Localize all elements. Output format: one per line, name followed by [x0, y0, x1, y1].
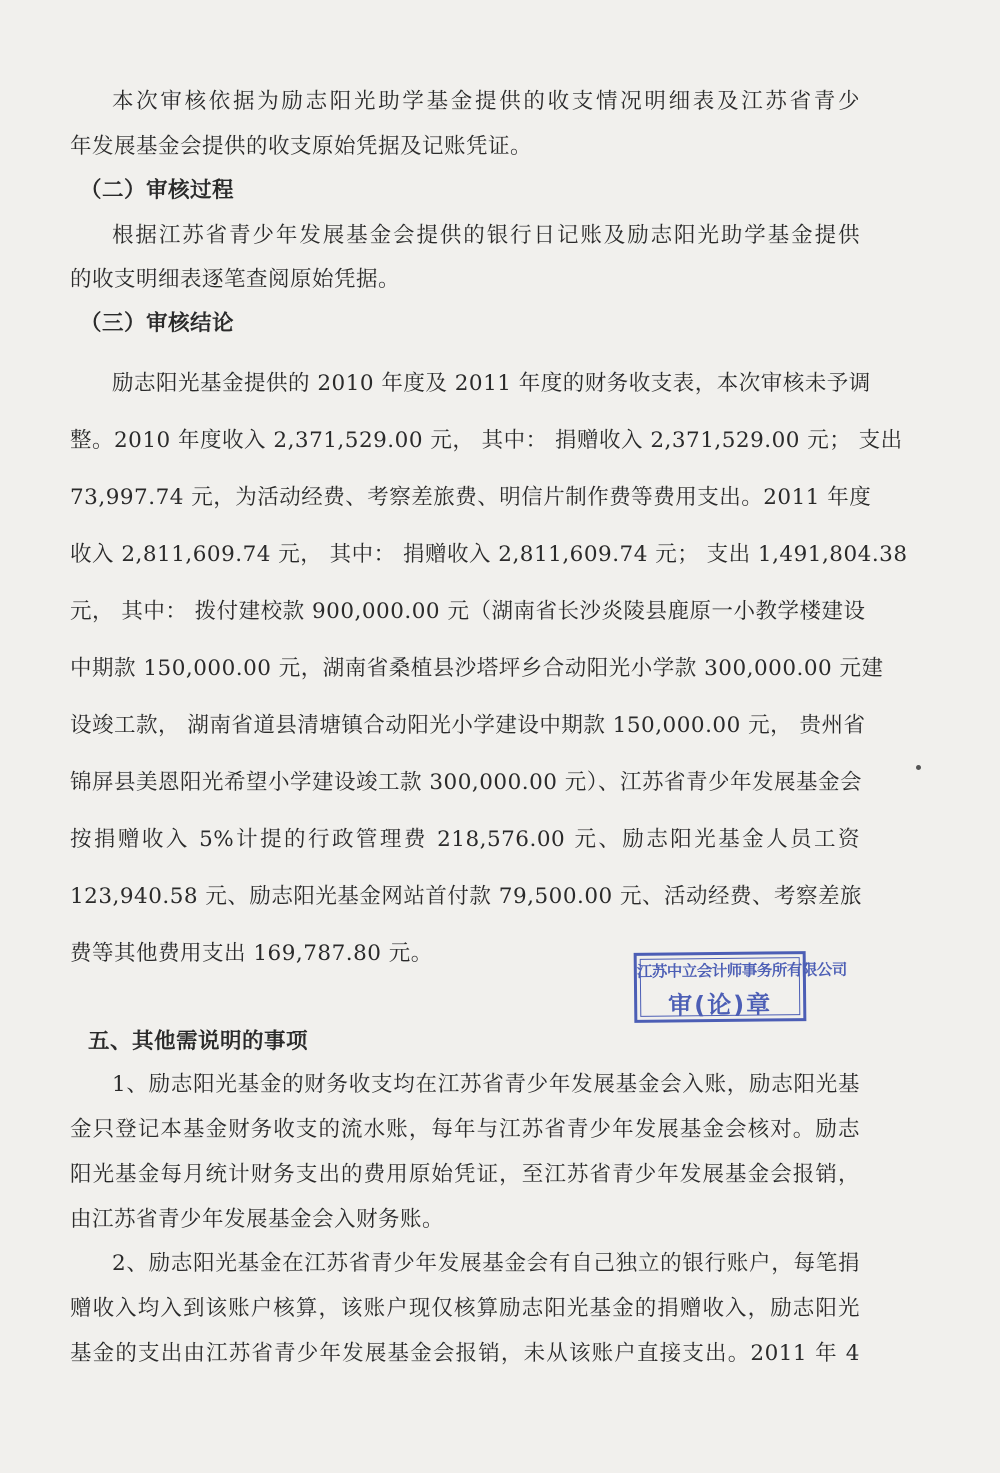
paragraph-line: 设竣工款， 湖南省道县清塘镇合动阳光小学建设中期款 150,000.00 元， 贵州省 — [70, 713, 866, 738]
paragraph-line: 费等其他费用支出 169,787.80 元。 — [70, 941, 433, 966]
paragraph-line: 阳光基金每月统计财务支出的费用原始凭证，至江苏省青少年发展基金会报销， — [70, 1162, 860, 1187]
audit-seal-stamp — [634, 951, 847, 1023]
paragraph-line: 由江苏省青少年发展基金会入财务账。 — [70, 1207, 445, 1232]
paragraph-line: 收入 2,811,609.74 元， 其中： 捐赠收入 2,811,609.74 元； 支出 1,491,804.38 — [70, 542, 908, 567]
paragraph-line: 根据江苏省青少年发展基金会提供的银行日记账及励志阳光助学基金提供 — [112, 223, 860, 248]
scan-speck — [916, 765, 921, 770]
paragraph-line: 元， 其中： 拨付建校款 900,000.00 元（湖南省长沙炎陵县鹿原一小教学楼建设 — [70, 599, 866, 624]
paragraph-line: 123,940.58 元、励志阳光基金网站首付款 79,500.00 元、活动经费、考察差旅 — [70, 884, 863, 909]
paragraph-line: 励志阳光基金提供的 2010 年度及 2011 年度的财务收支表，本次审核未予调 — [112, 371, 871, 396]
paragraph-line: 整。2010 年度收入 2,371,529.00 元， 其中： 捐赠收入 2,371,529.00 元； 支出 — [70, 428, 903, 453]
paragraph-line: 1、励志阳光基金的财务收支均在江苏省青少年发展基金会入账，励志阳光基 — [112, 1072, 860, 1097]
section-heading-other-matters: 五、其他需说明的事项 — [88, 1029, 309, 1054]
section-heading-review-process: （二）审核过程 — [80, 178, 235, 203]
stamp-company-name: 江苏中立会计师事务所有限公司 — [636, 960, 847, 981]
section-heading-review-conclusion: （三）审核结论 — [80, 311, 235, 336]
paragraph-line: 2、励志阳光基金在江苏省青少年发展基金会有自己独立的银行账户，每笔捐 — [112, 1251, 860, 1276]
paragraph-line: 的收支明细表逐笔查阅原始凭据。 — [70, 267, 401, 292]
paragraph-line: 金只登记本基金财务收支的流水账，每年与江苏省青少年发展基金会核对。励志 — [70, 1117, 860, 1142]
paragraph-line: 73,997.74 元，为活动经费、考察差旅费、明信片制作费等费用支出。2011 年度 — [70, 485, 872, 510]
paragraph-line: 年发展基金会提供的收支原始凭据及记账凭证。 — [70, 134, 533, 159]
paragraph-line: 锦屏县美恩阳光希望小学建设竣工款 300,000.00 元）、江苏省青少年发展基金会 — [70, 770, 863, 795]
paragraph-line: 本次审核依据为励志阳光助学基金提供的收支情况明细表及江苏省青少 — [112, 89, 860, 114]
paragraph-line: 中期款 150,000.00 元，湖南省桑植县沙塔坪乡合动阳光小学款 300,000.00 元建 — [70, 656, 884, 681]
paragraph-line: 赠收入均入到该账户核算，该账户现仅核算励志阳光基金的捐赠收入，励志阳光 — [70, 1296, 860, 1321]
paragraph-line: 按捐赠收入 5%计提的行政管理费 218,576.00 元、励志阳光基金人员工资 — [70, 827, 860, 852]
stamp-seal-label: 审(论)章 — [668, 990, 773, 1020]
paragraph-line: 基金的支出由江苏省青少年发展基金会报销，未从该账户直接支出。2011 年 4 — [70, 1341, 860, 1366]
